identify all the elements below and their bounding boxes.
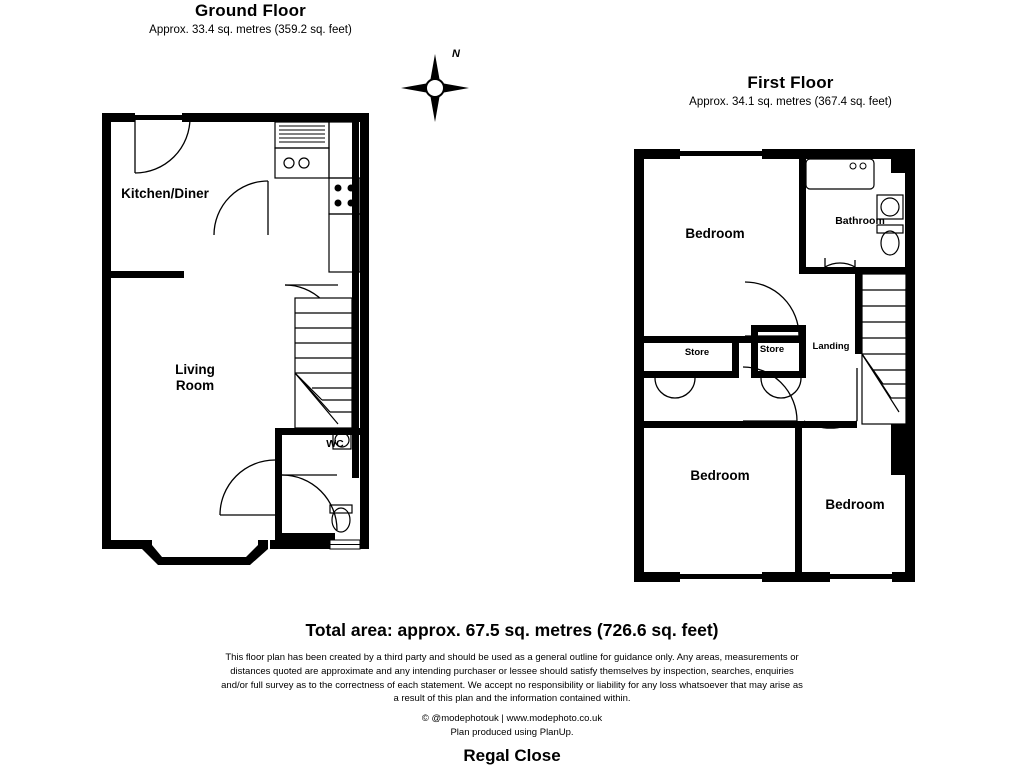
room-label-kitchen-diner: Kitchen/Diner [121,186,209,201]
credit-line-1: © @modephotouk | www.modephoto.co.uk [421,713,603,724]
credit-line-2: Plan produced using PlanUp. [450,727,574,739]
living-room-line-1: Living [175,362,215,377]
credit-text [162,712,862,741]
room-label-store-1: Store [684,347,710,358]
total-area-text: Total area: approx. 67.5 sq. metres (726.6 sq. feet) [305,620,719,640]
disclaimer-line-3: and/or full survey as to the correctness of each statement. We accept no responsibility or liability for any loss whatsoever that may arise as [221,679,803,691]
disclaimer-line-4: a result of this plan and the information contained within. [393,693,631,705]
first-floor-title: First Floor [747,73,834,92]
room-label-store-2: Store [759,344,785,355]
room-label-bedroom-3: Bedroom [825,497,885,512]
room-label-living-room [130,362,260,393]
ground-floor-subtitle: Approx. 33.4 sq. metres (359.2 sq. feet) [149,24,352,36]
room-label-bathroom: Bathroom [835,215,885,227]
ground-floor-plan [90,55,410,580]
disclaimer-line-1: This floor plan has been created by a third party and should be used as a general outline for guidance only. Any areas, measurements or [225,652,799,663]
first-floor-subtitle: Approx. 34.1 sq. metres (367.4 sq. feet) [689,96,892,108]
room-label-bedroom-1: Bedroom [685,226,745,241]
living-room-line-2: Room [175,377,215,393]
property-address: Regal Close [463,746,561,765]
ground-floor-title: Ground Floor [195,1,306,20]
disclaimer-text [162,651,862,706]
room-label-landing: Landing [812,341,850,352]
compass-rose [395,48,475,128]
first-floor-plan [625,140,935,600]
disclaimer-line-2: distances quoted are approximate and any intending purchaser or lessee should satisfy themselves by inspection, searches, enquiries [230,665,794,677]
room-label-bedroom-2: Bedroom [690,468,750,483]
compass-north-label: N [452,48,460,60]
room-label-wc: WC [326,438,344,450]
